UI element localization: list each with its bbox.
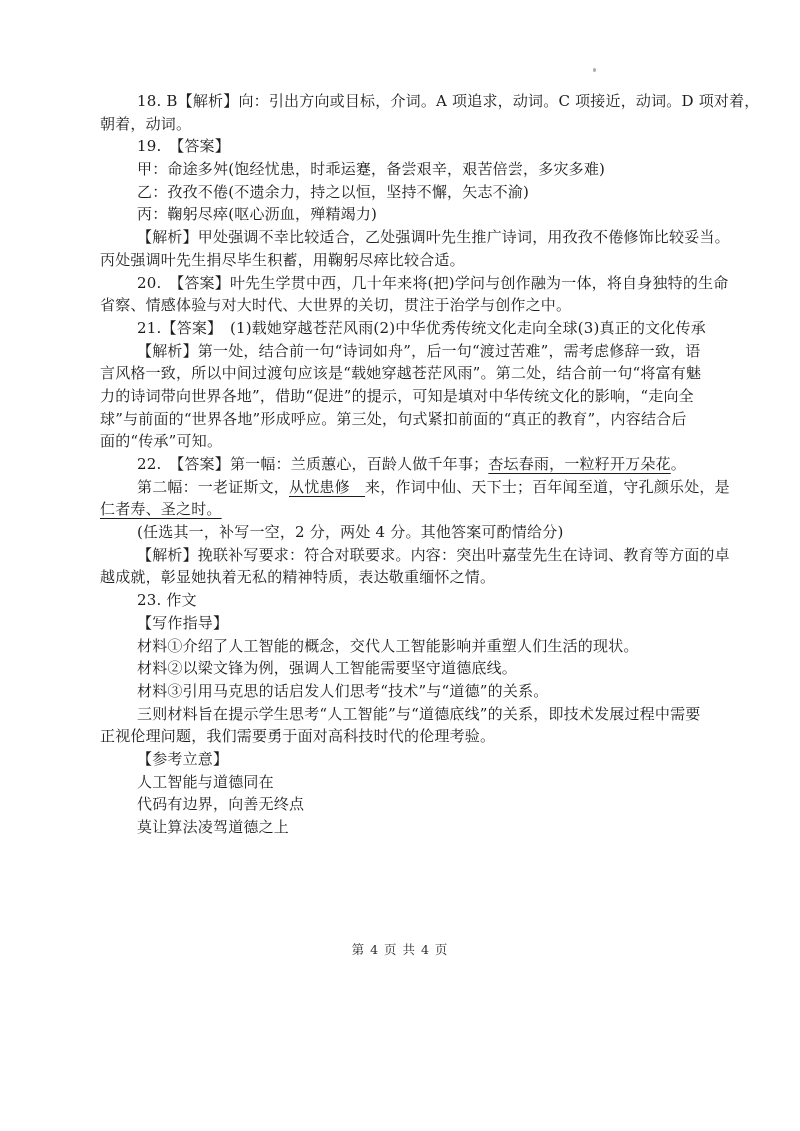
line-q20-answer-cont: 省察、情感体验与对大时代、大世界的关切，贯注于治学与创作之中。 xyxy=(100,296,572,315)
line-q23-material-1: 材料①介绍了人工智能的概念，交代人工智能影响并重塑人们生活的现状。 xyxy=(137,636,639,655)
line-q22-answer-3 xyxy=(100,498,704,521)
line-q23-intent-label: 【参考立意】 xyxy=(137,749,229,768)
line-q23-heading: 23. 作文 xyxy=(137,591,197,610)
line-q19-analysis-cont: 丙处强调叶先生捐尽毕生积蓄，用鞠躬尽瘁比较合适。 xyxy=(100,250,465,269)
line-q20-answer: 20. 【答案】叶先生学贯中西，几十年来将(把)学问与创作融为一体，将自身独特的生命 xyxy=(137,273,729,292)
line-q19-bing: 丙：鞠躬尽瘁(呕心沥血，殚精竭力) xyxy=(137,205,378,224)
line-q23-intent-3: 莫让算法凌驾道德之上 xyxy=(137,818,290,836)
line-q22-answer-1 xyxy=(100,453,704,476)
line-q21-analysis-5: 面的“传承”可知。 xyxy=(100,432,223,451)
q22-second-pre: 第二幅：一老证斯文， xyxy=(137,477,290,496)
answer-key-content xyxy=(100,90,760,839)
line-q23-material-2: 材料②以梁文锋为例，强调人工智能需要坚守道德底线。 xyxy=(137,659,518,678)
q22-third-underlined: 仁者寿、圣之时。 xyxy=(100,500,222,519)
line-q19-yi: 乙：孜孜不倦(不遗余力，持之以恒，坚持不懈，矢志不渝) xyxy=(137,182,530,201)
line-q23-guide-label: 【写作指导】 xyxy=(137,613,229,632)
line-q23-intent-1: 人工智能与道德同在 xyxy=(137,772,274,791)
q22-second-underlined: 从忧患修 xyxy=(289,477,366,496)
line-q22-answer-2 xyxy=(100,476,730,499)
line-q21-analysis-2: 言风格一致，所以中间过渡句应该是“载她穿越苍茫风雨”。第二处，结合前一句“将富有魅 xyxy=(100,364,702,383)
line-q18-analysis-cont: 朝着，动词。 xyxy=(100,114,192,133)
page-footer: 第 4 页 共 4 页 xyxy=(351,942,449,957)
q22-second-post: 来，作词中仙、天下士；百年闻至道，守孔颜乐处，是 xyxy=(365,477,730,496)
line-q21-analysis-3: 力的诗词带向世界各地”，借助“促进”的提示，可知是填对中华传统文化的影响，“走向全 xyxy=(100,386,694,405)
line-q21-answer: 21.【答案】 (1)载她穿越苍茫风雨(2)中华优秀传统文化走向全球(3)真正的文化传承 xyxy=(137,318,706,337)
q22-first-pre: 22. 【答案】第一幅：兰质蕙心，百龄人做千年事； xyxy=(137,455,489,473)
line-q22-analysis: 【解析】挽联补写要求：符合对联要求。内容：突出叶嘉莹先生在诗词、教育等方面的卓 xyxy=(137,545,730,564)
line-q21-analysis-1: 【解析】第一处，结合前一句“诗词如舟”，后一句“渡过苦难”，需考虑修辞一致，语 xyxy=(137,341,701,360)
line-q23-material-3: 材料③引用马克思的话启发人们思考“技术”与“道德”的关系。 xyxy=(137,681,549,700)
line-q23-intent-2: 代码有边界，向善无终点 xyxy=(137,795,305,814)
line-q22-analysis-cont: 越成就，彰显她执着无私的精神特质，表达敬重缅怀之情。 xyxy=(100,568,496,587)
line-q19-answer-label: 19. 【答案】 xyxy=(137,137,230,156)
q22-first-underlined: 杏坛春雨，一粒籽开万朵花 xyxy=(488,455,671,473)
line-q18-analysis: 18. B【解析】向：引出方向或目标，介词。A 项追求，动词。C 项接近，动词。D 项对着， xyxy=(137,92,760,110)
line-q19-analysis: 【解析】甲处强调不幸比较适合，乙处强调叶先生推广诗词，用孜孜不倦修饰比较妥当。 xyxy=(137,228,730,247)
line-q22-scoring-note: (任选其一，补写一空，2 分，两处 4 分。其他答案可酌情给分) xyxy=(137,523,564,542)
scan-speck xyxy=(593,68,596,72)
line-q21-analysis-4: 球”与前面的“世界各地”形成呼应。第三处，句式紧扣前面的“真正的教育”，内容结合后 xyxy=(100,409,687,428)
q22-first-post: 。 xyxy=(670,455,686,473)
line-q23-summary-1: 三则材料旨在提示学生思考“人工智能”与“道德底线”的关系，即技术发展过程中需要 xyxy=(137,704,701,723)
line-q19-jia: 甲：命途多舛(饱经忧患，时乖运蹇，备尝艰辛，艰苦倍尝，多灾多难) xyxy=(137,160,606,179)
line-q23-summary-2: 正视伦理问题，我们需要勇于面对高科技时代的伦理考验。 xyxy=(100,727,496,746)
